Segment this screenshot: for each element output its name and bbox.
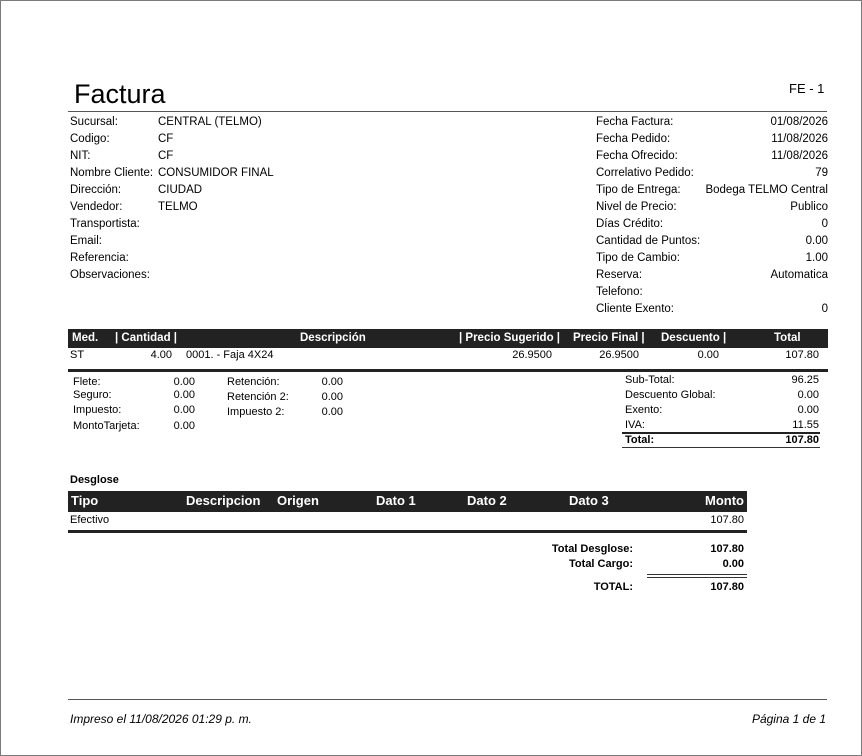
field-value: 0 [821,218,828,230]
field-value: Publico [790,201,828,213]
desglose-bottom-rule [68,530,747,533]
desglose-col-tipo: Tipo [71,493,99,508]
subtotal-value: 96.25 [791,374,819,386]
field-value: Bodega TELMO Central [705,184,828,196]
item-cantidad: 4.00 [150,349,172,361]
item-descuento: 0.00 [697,349,719,361]
desglose-title: Desglose [70,474,119,486]
subtotal-label: Sub-Total: [625,374,675,386]
desglose-tipo: Efectivo [70,514,110,526]
charge-label: Flete: [73,376,101,388]
field-label: Sucursal: [70,116,118,128]
charge-value: 0.00 [321,406,343,418]
charge-value: 0.00 [321,376,343,388]
field-label: Correlativo Pedido: [596,167,694,179]
global-discount-label: Descuento Global: [625,389,716,401]
items-table-bottom-rule [68,369,828,372]
desglose-monto: 107.80 [710,514,744,526]
desglose-col-monto: Monto [705,493,744,508]
charge-label: Impuesto: [73,404,122,416]
field-value: 0 [821,303,828,315]
charge-value: 0.00 [173,420,195,432]
charge-label: MontoTarjeta: [73,420,140,432]
item-precio-final: 26.9500 [599,349,639,361]
page-number: Página 1 de 1 [751,712,826,726]
footer-divider [68,699,827,700]
field-label: Fecha Ofrecido: [596,150,678,162]
printed-timestamp: Impreso el 11/08/2026 01:29 p. m. [70,712,252,726]
field-label: Telefono: [596,286,643,298]
field-value: CONSUMIDOR FINAL [158,167,274,179]
field-label: Reserva: [596,269,643,281]
item-precio-sugerido: 26.9500 [512,349,552,361]
col-header-descuento: Descuento | [661,332,727,344]
charge-label: Seguro: [73,389,112,401]
global-discount-value: 0.00 [797,389,819,401]
field-value: 01/08/2026 [770,116,828,128]
field-value: CENTRAL (TELMO) [158,116,262,128]
field-label: Email: [70,235,102,247]
grand-total-value: 107.80 [710,581,744,593]
field-label: Observaciones: [70,269,150,281]
charge-label: Retención 2: [227,391,289,403]
field-value: 11/08/2026 [771,150,828,162]
grand-total-rule-1 [647,574,747,575]
field-value: 79 [815,167,828,179]
field-label: Referencia: [70,252,129,264]
field-label: Nivel de Precio: [596,201,677,213]
total-value: 107.80 [785,434,819,446]
charge-label: Impuesto 2: [227,406,285,418]
total-desglose-value: 107.80 [710,543,744,555]
item-total: 107.80 [785,349,819,361]
field-label: Nombre Cliente: [70,167,154,179]
field-value: 1.00 [805,252,828,264]
header-divider [68,111,827,112]
field-label: Fecha Factura: [596,116,674,128]
field-value: Automatica [770,269,828,281]
field-value: CIUDAD [158,184,203,196]
col-header-precio-sugerido: | Precio Sugerido | [459,332,561,344]
field-value: CF [158,150,174,162]
charge-label: Retención: [227,376,280,388]
document-number: FE - 1 [789,81,825,96]
desglose-col-descripcion: Descripcion [186,493,261,508]
col-header-precio-final: Precio Final | [573,332,645,344]
charge-value: 0.00 [173,389,195,401]
charge-value: 0.00 [173,376,195,388]
field-label: Tipo de Cambio: [596,252,680,264]
field-label: Dirección: [70,184,122,196]
col-header-cantidad: | Cantidad | [115,332,178,344]
iva-value: 11.55 [792,419,819,431]
field-label: Codigo: [70,133,110,145]
col-header-med: Med. [72,332,99,344]
col-header-total: Total [774,332,801,344]
desglose-col-dato3: Dato 3 [569,493,609,508]
total-cargo-value: 0.00 [722,558,744,570]
iva-label: IVA: [625,419,645,431]
field-value: 11/08/2026 [771,133,828,145]
item-descripcion: 0001. - Faja 4X24 [186,349,274,361]
document-title: Factura [74,79,166,109]
field-value: CF [158,133,174,145]
total-desglose-label: Total Desglose: [551,543,633,555]
field-label: NIT: [70,150,91,162]
field-label: Cliente Exento: [596,303,674,315]
field-label: Vendedor: [70,201,123,213]
total-cargo-label: Total Cargo: [569,558,633,570]
grand-total-label: TOTAL: [593,581,633,593]
grand-total-rule-2 [647,577,747,578]
field-value: 0.00 [805,235,828,247]
field-value: TELMO [158,201,198,213]
field-label: Fecha Pedido: [596,133,671,145]
exento-value: 0.00 [797,404,819,416]
col-header-descripcion: Descripción [300,332,366,344]
desglose-col-origen: Origen [277,493,319,508]
item-med: ST [70,349,85,361]
field-label: Transportista: [70,218,140,230]
total-underline [622,447,820,448]
field-label: Cantidad de Puntos: [596,235,701,247]
charge-value: 0.00 [321,391,343,403]
desglose-col-dato2: Dato 2 [467,493,507,508]
desglose-col-dato1: Dato 1 [376,493,416,508]
total-label: Total: [625,434,655,446]
charge-value: 0.00 [173,404,195,416]
field-label: Días Crédito: [596,218,664,230]
exento-label: Exento: [625,404,663,416]
field-label: Tipo de Entrega: [596,184,681,196]
